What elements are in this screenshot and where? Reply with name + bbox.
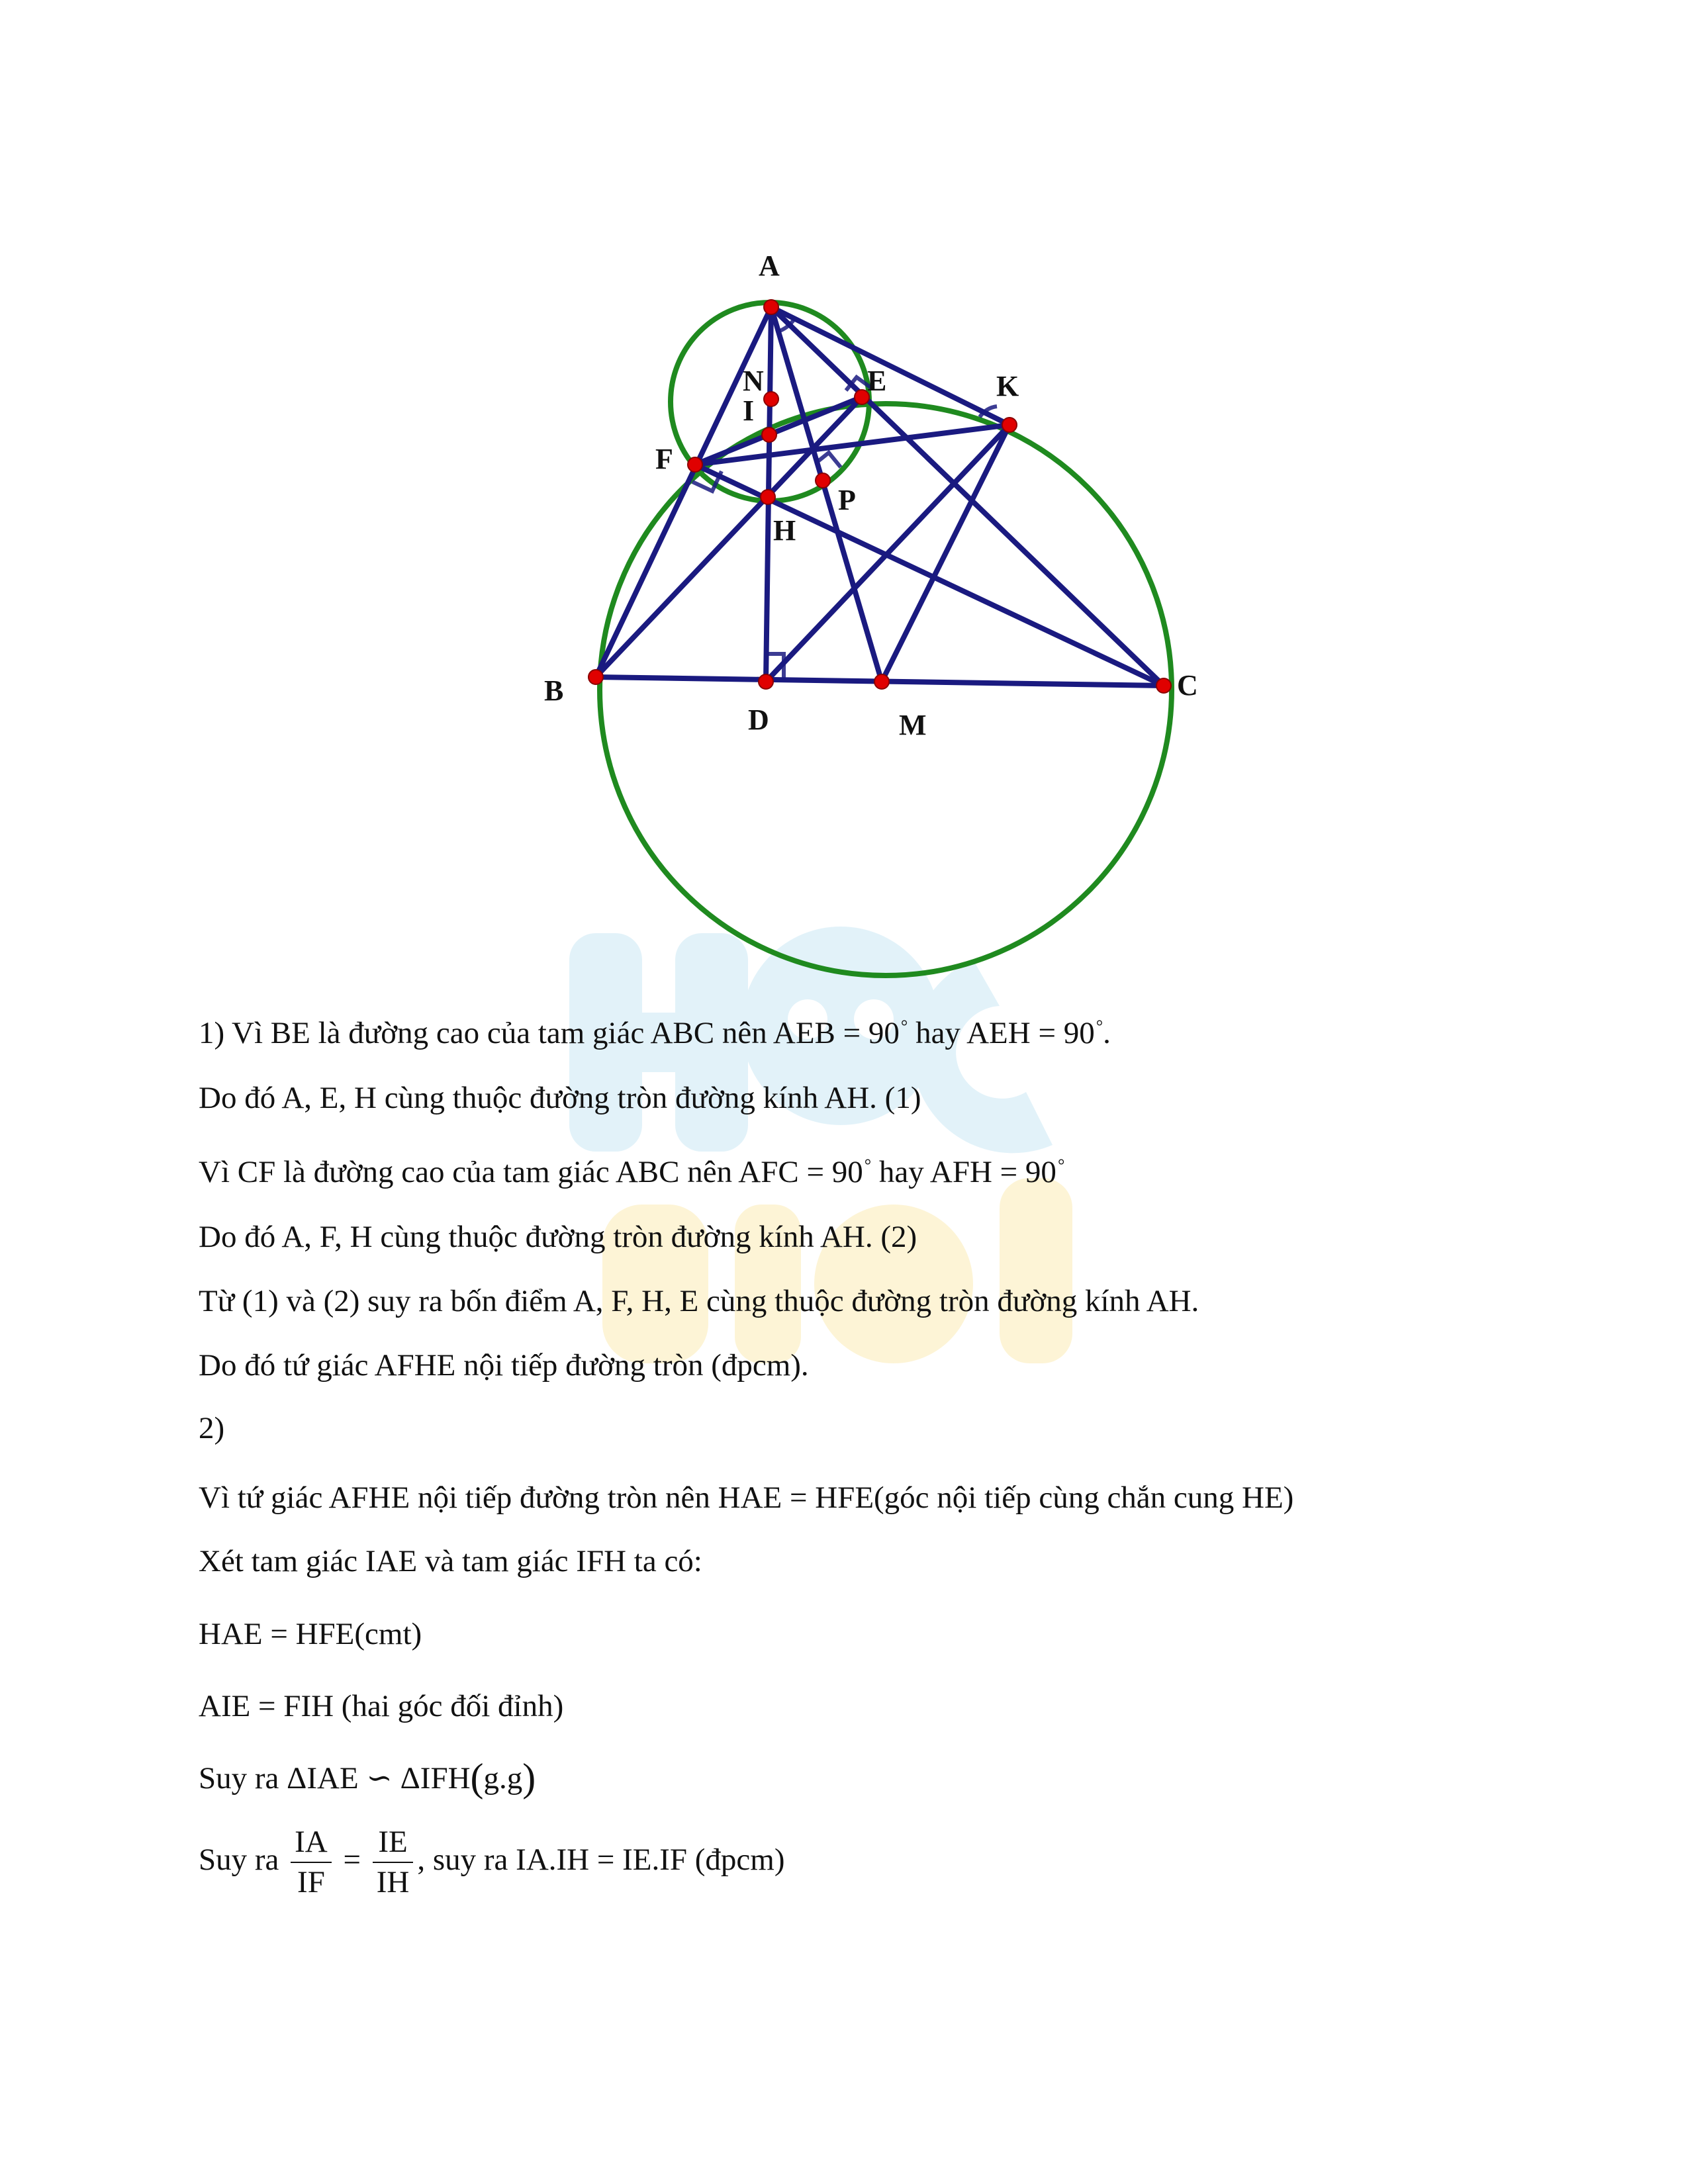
product-equality: IA.IH = IE.IF [516,1842,688,1877]
point-n [764,392,778,406]
segment-km [882,425,1009,682]
part2-line2: Xét tam giác IAE và tam giác IFH ta có: [199,1544,702,1578]
part2-line1 [199,1482,1293,1514]
part2-line4 [199,1691,563,1722]
part2-heading: 2) [199,1411,225,1445]
similarity-case: g.g [483,1761,523,1796]
part2-line1-text: Vì tứ giác AFHE nội tiếp đường tròn nên [199,1480,710,1515]
part1-line3-hay: hay [878,1155,924,1189]
label-p: P [838,484,856,516]
fraction-ie-ih: $\frac{IE}{IH}$ [373,1827,414,1898]
part2-line6: Suy ra $\frac{IA}{IF}$ = $\frac{IE}{IH}$ , suy ra IA.IH = IE.IF (đpcm) [199,1825,785,1899]
point-d [759,674,773,689]
point-f [688,457,702,472]
geometry-figure [0,0,1688,993]
angle-afc: AFC = 90° [738,1155,872,1189]
part1-line5: Từ (1) và (2) suy ra bốn điểm A, F, H, E cùng thuộc đường tròn đường kính AH. [199,1284,1199,1318]
label-n: N [743,365,764,397]
part2-line6-text: Suy ra [199,1842,279,1877]
angle-equality-hae-hfe: HAE = HFE [718,1480,874,1515]
label-b: B [544,674,564,707]
label-a: A [759,250,780,282]
part2-line1-reason: (góc nội tiếp cùng chắn cung HE) [874,1480,1294,1515]
point-p [816,473,830,488]
part2-line3-reason: (cmt) [354,1617,422,1651]
point-i [762,428,776,442]
part2-line4-reason: (hai góc đối đỉnh) [341,1689,564,1723]
label-k: K [996,370,1019,402]
angle-aeb: AEB = 90° [773,1016,908,1050]
part1-line1-text: 1) Vì BE là đường cao của tam giác ABC nên [199,1016,767,1050]
label-c: C [1177,669,1198,702]
segment-be [596,397,862,677]
part1-line2: Do đó A, E, H cùng thuộc đường tròn đường kính AH. (1) [199,1081,921,1115]
part1-line1-hay: hay [915,1016,961,1050]
segment-ak [771,307,1009,425]
similar-triangles: ΔIAE ∽ ΔIFH [287,1761,471,1796]
label-h: H [773,514,796,547]
part1-line6: Do đó tứ giác AFHE nội tiếp đường tròn (đpcm). [199,1348,809,1383]
angle-aeh: AEH = 90° [966,1016,1103,1050]
point-m [874,674,889,689]
label-f: F [655,443,673,475]
part1-line1 [199,1018,1111,1049]
label-i: I [743,394,755,427]
part2-line6-mid: , suy ra [417,1842,508,1877]
point-c [1156,678,1171,693]
part1-line4: Do đó A, F, H cùng thuộc đường tròn đường kính AH. (2) [199,1220,917,1254]
fraction-ia-if: $\frac{IA}{IF}$ [291,1827,332,1898]
angle-afh: AFH = 90° [929,1155,1065,1189]
point-b [588,670,603,684]
segment-ab [596,307,771,677]
part2-line5: Suy ra ΔIAE ∽ ΔIFH(g.g) [199,1756,536,1799]
angle-equality-cmt: HAE = HFE [199,1617,355,1651]
part1-line3-text: Vì CF là đường cao của tam giác ABC nên [199,1155,733,1189]
part1-line3 [199,1157,1064,1188]
point-a [764,300,778,314]
point-k [1002,418,1017,432]
part1-line1-period: . [1103,1016,1111,1050]
part2-line6-end: (đpcm) [694,1842,785,1877]
part2-line5-text: Suy ra [199,1761,279,1796]
point-h [761,490,775,504]
label-m: M [899,709,927,741]
part2-line3 [199,1619,422,1650]
segment-ac [771,307,1164,686]
label-e: E [867,365,887,397]
angle-equality-vertical: AIE = FIH [199,1689,334,1723]
label-d: D [748,704,769,736]
